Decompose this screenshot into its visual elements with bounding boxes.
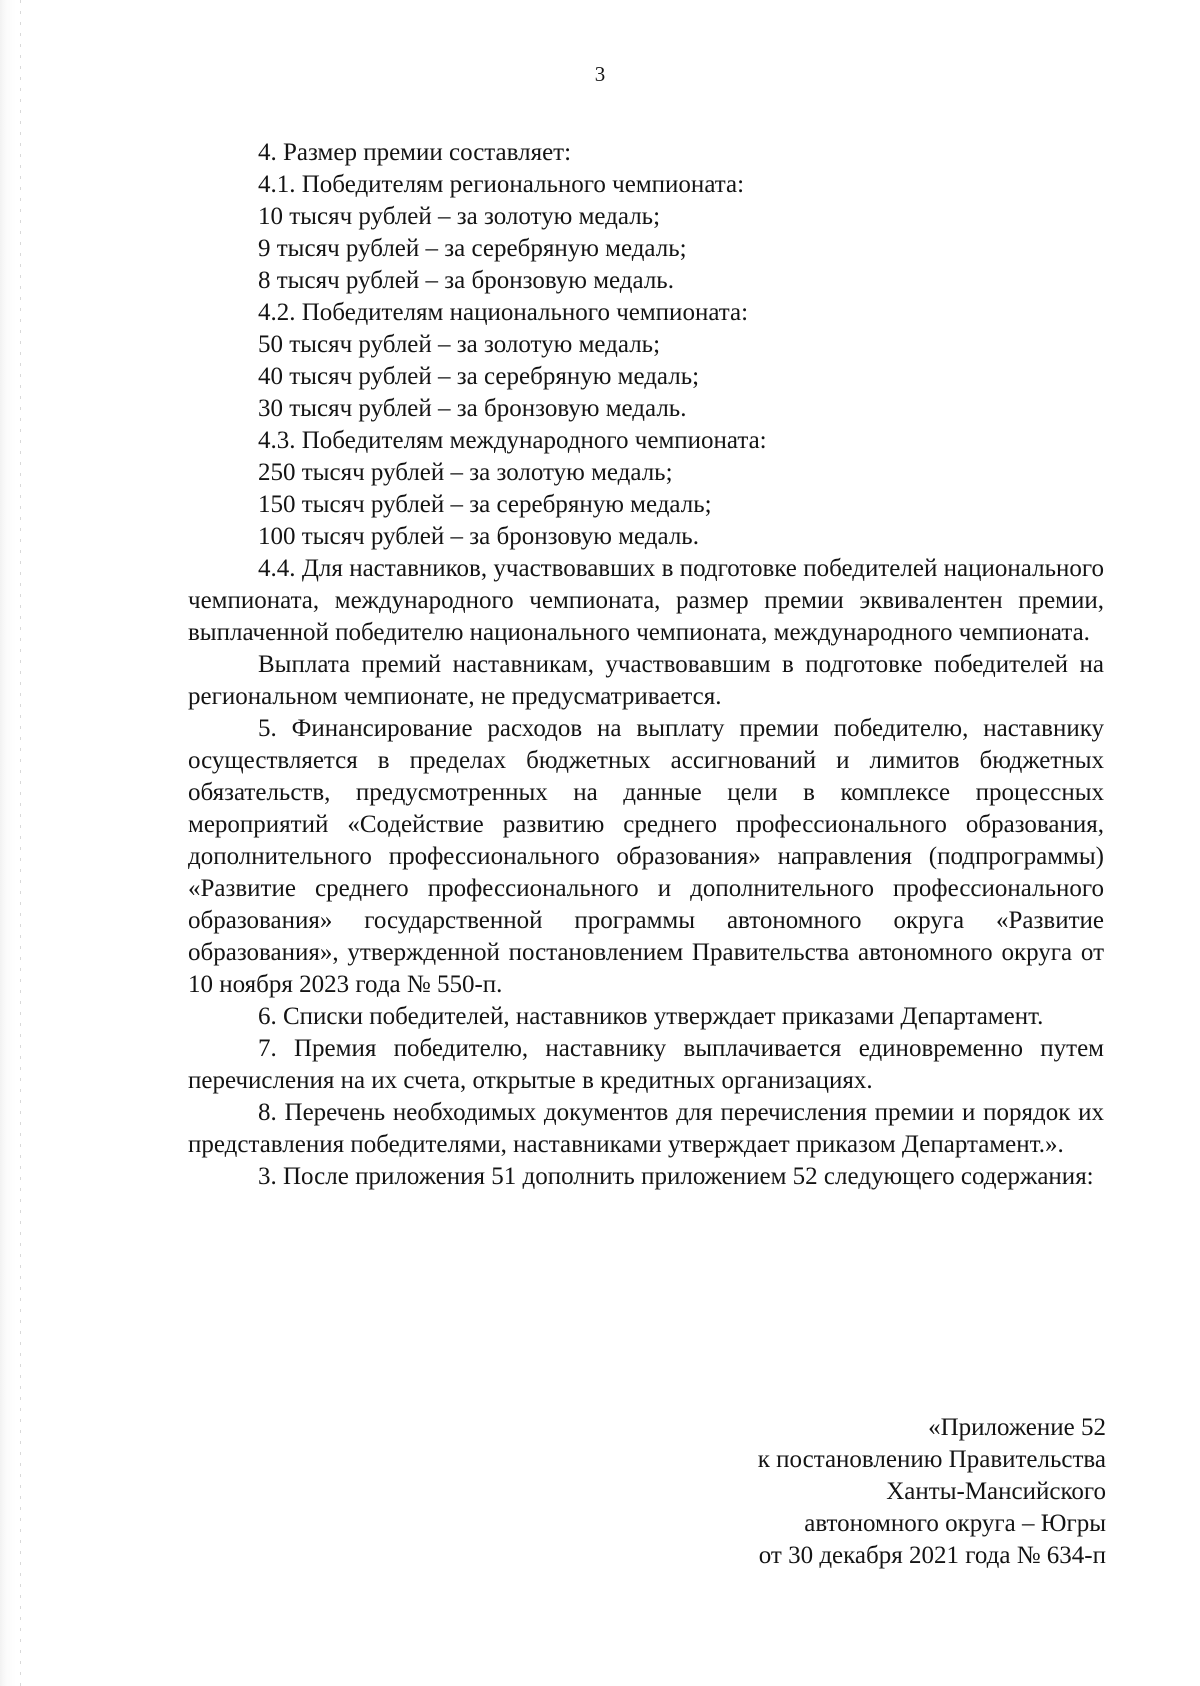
regional-gold: 10 тысяч рублей – за золотую медаль;: [258, 203, 661, 230]
documents-paragraph: 8. Перечень необходимых документов для перечисления премии и порядок их представления победителями, наставниками утверждает приказом Департамент.».: [188, 1099, 1104, 1158]
page-number: 3: [594, 62, 606, 86]
appendix-okrug: автономного округа – Югры: [804, 1510, 1106, 1537]
mentors-paragraph: 4.4. Для наставников, участвовавших в подготовке победителей национального чемпионата, международного чемпионата, размер премии эквивалентен премии, выплаченной победителю национального чемпионата, международного чемпионата.: [188, 555, 1104, 646]
international-silver: 150 тысяч рублей – за серебряную медаль;: [258, 491, 712, 518]
payment-paragraph: 7. Премия победителю, наставнику выплачивается единовременно путем перечисления на их счета, открытые в кредитных организациях.: [188, 1035, 1104, 1094]
national-heading: 4.2. Победителям национального чемпионата:: [258, 299, 749, 326]
appendix-date: от 30 декабря 2021 года № 634-п: [758, 1542, 1106, 1569]
international-gold: 250 тысяч рублей – за золотую медаль;: [258, 459, 673, 486]
regional-bronze: 8 тысяч рублей – за бронзовую медаль.: [258, 267, 674, 294]
appendix-header: [758, 1412, 1106, 1572]
bonus-size-heading: 4. Размер премии составляет:: [258, 139, 572, 166]
regional-heading: 4.1. Победителям регионального чемпионата:: [258, 171, 745, 198]
appendix-ref: к постановлению Правительства: [757, 1446, 1106, 1473]
scan-edge: [0, 0, 40, 1686]
appendix-region: Ханты-Мансийского: [886, 1478, 1106, 1505]
regional-mentors-paragraph: Выплата премий наставникам, участвовавшим в подготовке победителей на региональном чемпионате, не предусматривается.: [188, 651, 1104, 710]
international-heading: 4.3. Победителям международного чемпионата:: [258, 427, 767, 454]
document-body: [188, 137, 1104, 1193]
financing-paragraph: 5. Финансирование расходов на выплату премии победителю, наставнику осуществляется в пределах бюджетных ассигнований и лимитов бюджетных обязательств, предусмотренных на данные цели в комплексе процессных мероприятий «Содействие развитию среднего профессионального образования, дополнительного профессионального образования» направления (подпрограммы) «Развитие среднего профессионального и дополнительного профессионального образования» государственной программы автономного округа «Развитие образования», утвержденной постановлением Правительства автономного округа от 10 ноября 2023 года № 550-п.: [188, 715, 1104, 998]
national-silver: 40 тысяч рублей – за серебряную медаль;: [258, 363, 700, 390]
appendix-title: «Приложение 52: [928, 1414, 1106, 1441]
lists-paragraph: 6. Списки победителей, наставников утверждает приказами Департамент.: [258, 1003, 1044, 1030]
regional-silver: 9 тысяч рублей – за серебряную медаль;: [258, 235, 687, 262]
international-bronze: 100 тысяч рублей – за бронзовую медаль.: [258, 523, 699, 550]
amendment-paragraph: 3. После приложения 51 дополнить приложением 52 следующего содержания:: [258, 1163, 1094, 1190]
national-bronze: 30 тысяч рублей – за бронзовую медаль.: [258, 395, 687, 422]
national-gold: 50 тысяч рублей – за золотую медаль;: [258, 331, 661, 358]
